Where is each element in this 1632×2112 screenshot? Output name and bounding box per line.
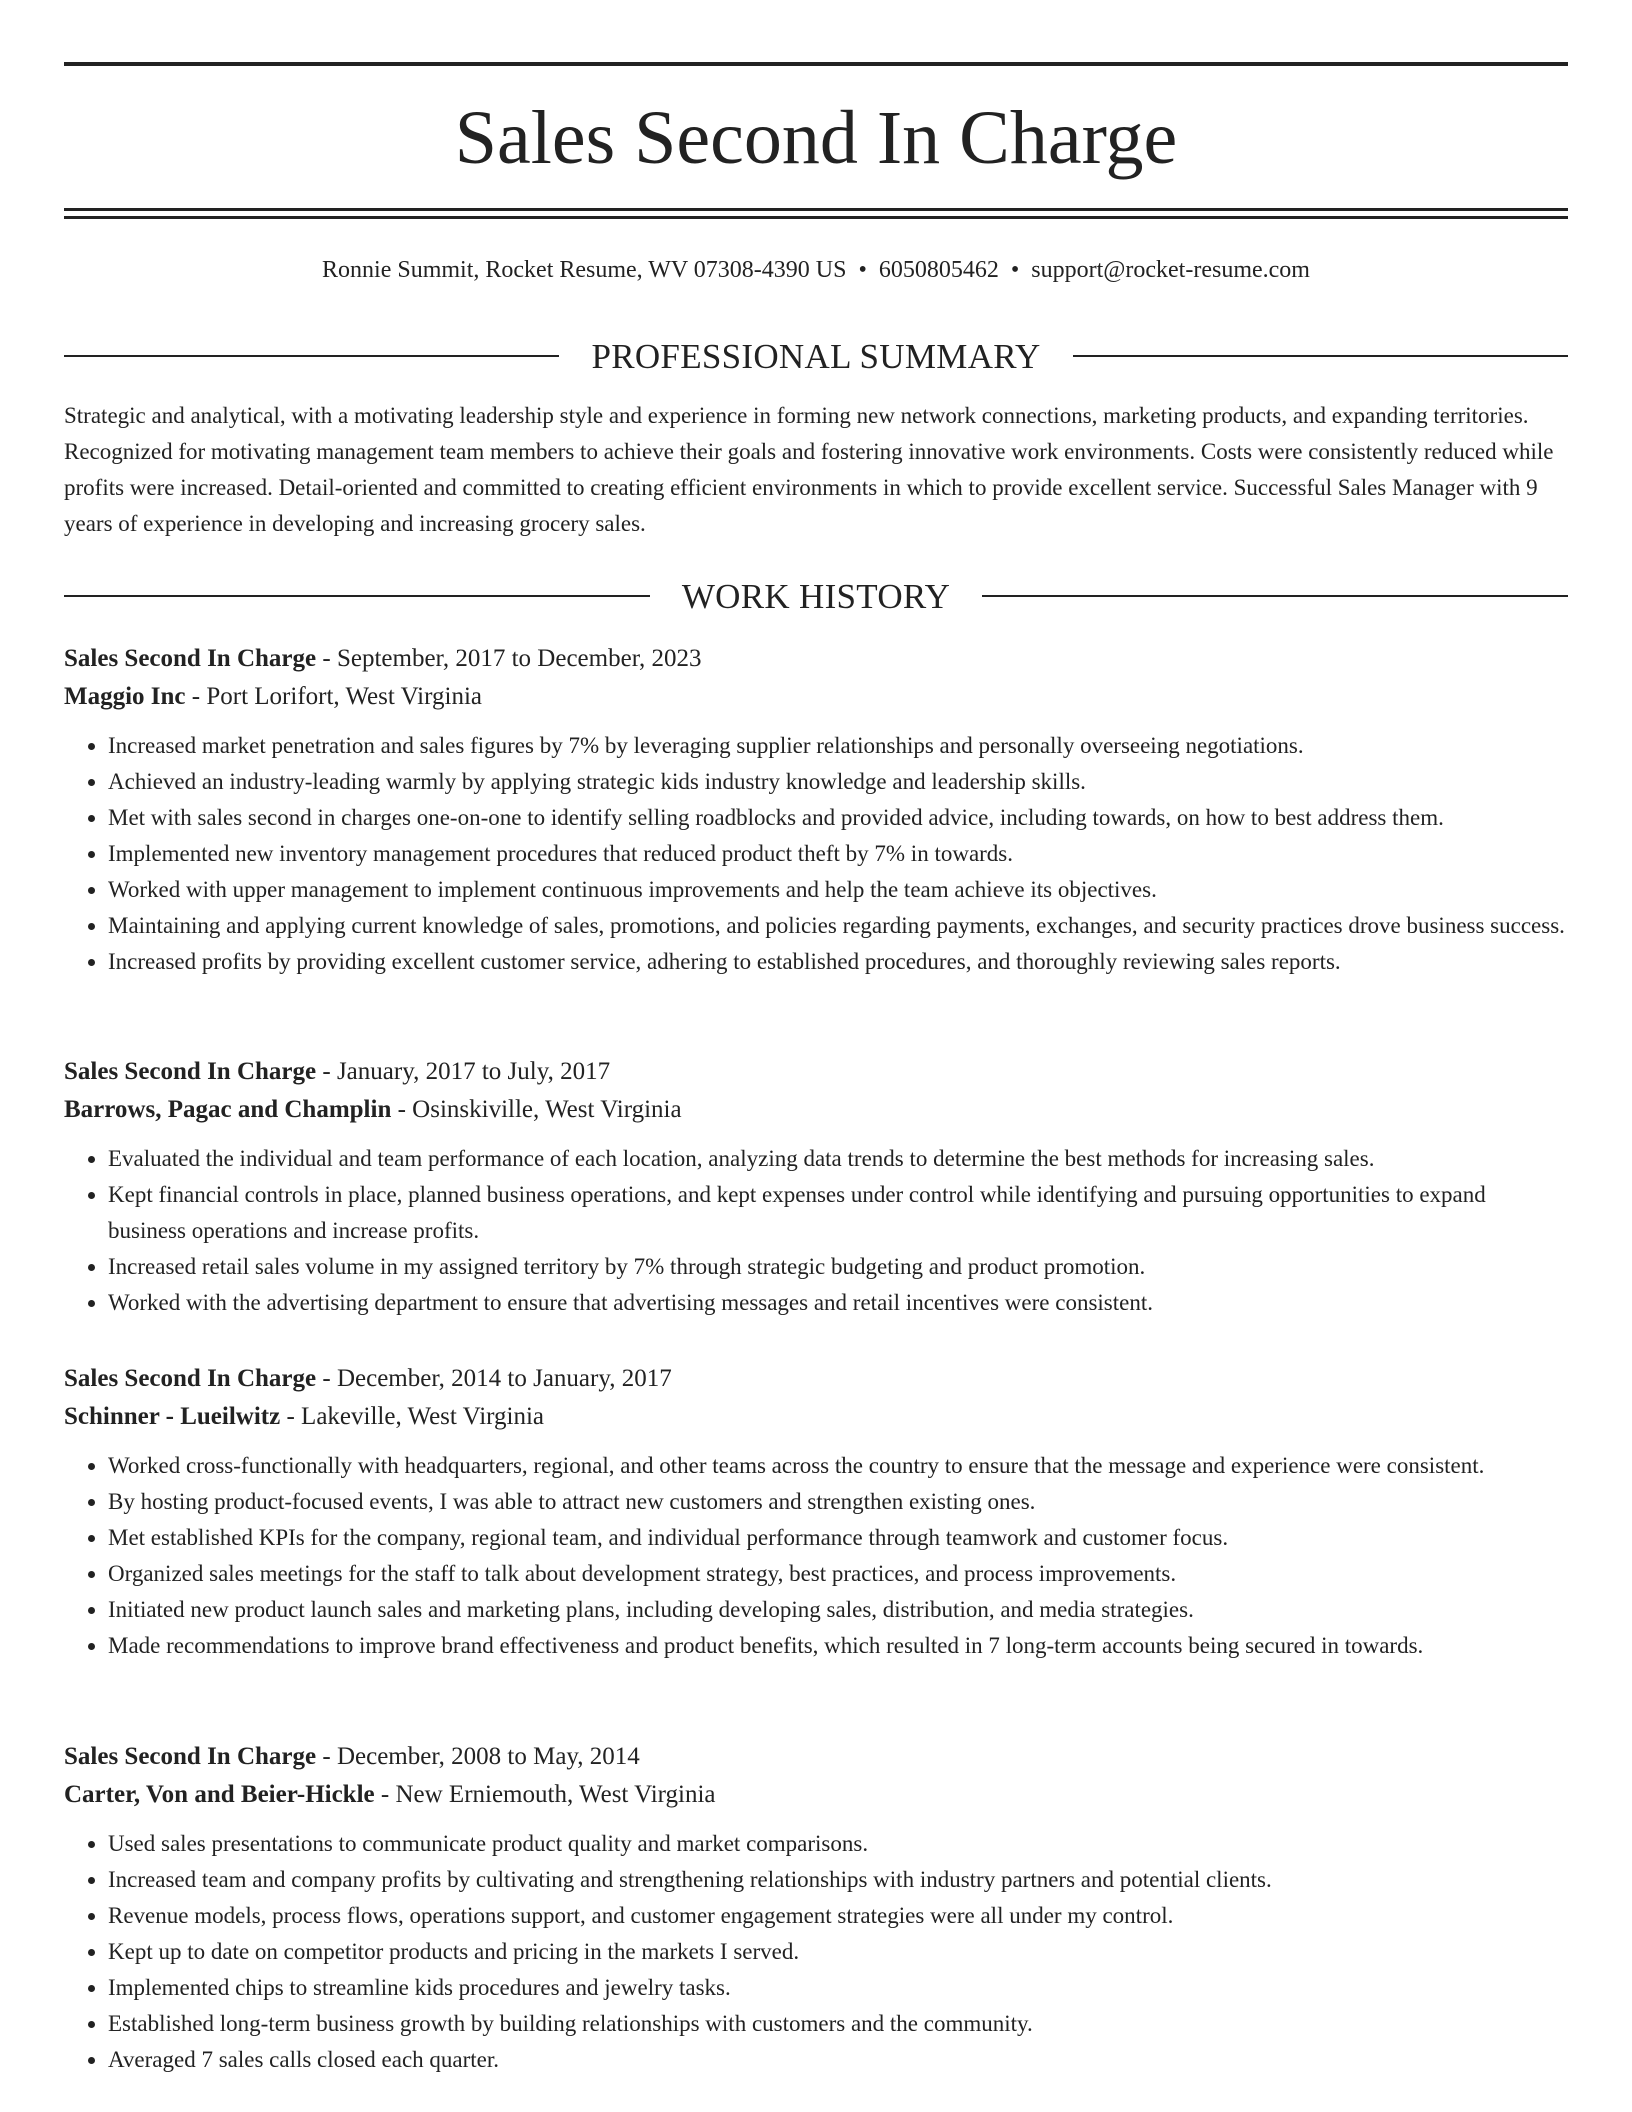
job-bullet: • Averaged 7 sales calls closed each quarter.	[108, 2042, 1568, 2078]
job-bullets	[64, 1826, 1568, 2078]
job-title: Sales Second In Charge	[64, 1365, 317, 1392]
job-title-line	[64, 1360, 1568, 1398]
job-entry	[64, 1360, 1568, 1664]
summary-heading	[64, 336, 1568, 376]
job-company: Barrows, Pagac and Champlin	[64, 1096, 392, 1123]
job-bullet: • Met established KPIs for the company, regional team, and individual performance through teamwork and customer focus.	[108, 1520, 1568, 1556]
job-bullet: • Maintaining and applying current knowledge of sales, promotions, and policies regarding payments, exchanges, and security practices drove business success.	[108, 908, 1568, 944]
job-bullet: • Implemented chips to streamline kids procedures and jewelry tasks.	[108, 1970, 1568, 2006]
job-bullet: • Increased profits by providing excellent customer service, adhering to established procedures, and thoroughly reviewing sales reports.	[108, 944, 1568, 980]
job-company-line	[64, 1091, 1568, 1129]
top-rule	[64, 62, 1568, 66]
job-dates: - January, 2017 to July, 2017	[316, 1058, 611, 1085]
job-bullet: • Established long-term business growth by building relationships with customers and the community.	[108, 2006, 1568, 2042]
job-bullet: • Made recommendations to improve brand effectiveness and product benefits, which resulted in 7 long-term accounts being secured in towards.	[108, 1628, 1568, 1664]
job-dates: - December, 2014 to January, 2017	[316, 1365, 672, 1392]
job-bullet: • Worked cross-functionally with headquarters, regional, and other teams across the country to ensure that the message and experience were consistent.	[108, 1448, 1568, 1484]
work-history-heading-label: WORK HISTORY	[681, 576, 951, 616]
job-bullet: • Evaluated the individual and team performance of each location, analyzing data trends to determine the best methods for increasing sales.	[108, 1141, 1568, 1177]
job-title-line	[64, 1053, 1568, 1091]
job-bullet: • Implemented new inventory management procedures that reduced product theft by 7% in towards.	[108, 836, 1568, 872]
contact-line	[64, 258, 1568, 282]
job-company: Carter, Von and Beier-Hickle	[64, 1781, 375, 1808]
job-entry	[64, 640, 1568, 980]
job-title-line	[64, 1738, 1568, 1776]
job-bullet: • Kept up to date on competitor products and pricing in the markets I served.	[108, 1934, 1568, 1970]
job-location: - Osinskiville, West Virginia	[391, 1096, 682, 1123]
job-bullets	[64, 1448, 1568, 1664]
job-company-line	[64, 1398, 1568, 1436]
job-bullet: • Met with sales second in charges one-on-one to identify selling roadblocks and provided advice, including towards, on how to best address them.	[108, 800, 1568, 836]
summary-heading-label: PROFESSIONAL SUMMARY	[591, 336, 1041, 376]
job-title-line	[64, 640, 1568, 678]
job-title: Sales Second In Charge	[64, 1743, 317, 1770]
job-title: Sales Second In Charge	[64, 1058, 317, 1085]
job-bullets	[64, 728, 1568, 980]
job-company-line	[64, 678, 1568, 716]
job-bullet: • Used sales presentations to communicate product quality and market comparisons.	[108, 1826, 1568, 1862]
job-bullet: • Increased retail sales volume in my assigned territory by 7% through strategic budgeting and product promotion.	[108, 1249, 1568, 1285]
summary-text: Strategic and analytical, with a motivating leadership style and experience in forming new network connections, marketing products, and expanding territories. Recognized for motivating management team members to achieve their goals and fostering innovative work environments. Costs were consistently reduced while profits were increased. Detail-oriented and committed to creating efficient environments in which to provide excellent service. Successful Sales Manager with 9 years of experience in developing and increasing grocery sales.	[64, 403, 1554, 536]
job-entry	[64, 1053, 1568, 1321]
job-bullet: • Revenue models, process flows, operations support, and customer engagement strategies were all under my control.	[108, 1898, 1568, 1934]
job-bullet: • Increased team and company profits by cultivating and strengthening relationships with industry partners and potential clients.	[108, 1862, 1568, 1898]
contact-separator: •	[858, 257, 867, 283]
job-bullet: • Organized sales meetings for the staff to talk about development strategy, best practices, and process improvements.	[108, 1556, 1568, 1592]
job-company: Maggio Inc	[64, 683, 186, 710]
job-bullet: • Worked with the advertising department to ensure that advertising messages and retail incentives were consistent.	[108, 1285, 1568, 1321]
job-title: Sales Second In Charge	[64, 645, 317, 672]
job-bullet: • By hosting product-focused events, I was able to attract new customers and strengthen existing ones.	[108, 1484, 1568, 1520]
job-bullet: • Increased market penetration and sales figures by 7% by leveraging supplier relationships and personally overseeing negotiations.	[108, 728, 1568, 764]
job-bullet: • Worked with upper management to implement continuous improvements and help the team achieve its objectives.	[108, 872, 1568, 908]
job-bullet: • Kept financial controls in place, planned business operations, and kept expenses under control while identifying and pursuing opportunities to expand business operations and increase profits.	[108, 1177, 1568, 1249]
resume-title: Sales Second In Charge	[454, 96, 1178, 180]
job-bullet: • Achieved an industry-leading warmly by applying strategic kids industry knowledge and leadership skills.	[108, 764, 1568, 800]
job-company-line	[64, 1776, 1568, 1814]
contact-phone: 6050805462	[878, 257, 999, 283]
job-company: Schinner - Lueilwitz	[64, 1403, 281, 1430]
work-history-heading	[64, 576, 1568, 616]
job-location: - New Erniemouth, West Virginia	[374, 1781, 716, 1808]
job-bullets	[64, 1141, 1568, 1321]
job-dates: - September, 2017 to December, 2023	[316, 645, 702, 672]
job-bullet: • Initiated new product launch sales and marketing plans, including developing sales, distribution, and media strategies.	[108, 1592, 1568, 1628]
job-location: - Lakeville, West Virginia	[280, 1403, 545, 1430]
contact-email: support@rocket-resume.com	[1031, 257, 1310, 283]
contact-address: Ronnie Summit, Rocket Resume, WV 07308-4390 US	[322, 257, 847, 283]
contact-separator: •	[1010, 257, 1020, 283]
job-dates: - December, 2008 to May, 2014	[316, 1743, 640, 1770]
job-entry	[64, 1738, 1568, 2078]
title-double-rule	[64, 208, 1568, 219]
job-location: - Port Lorifort, West Virginia	[185, 683, 482, 710]
